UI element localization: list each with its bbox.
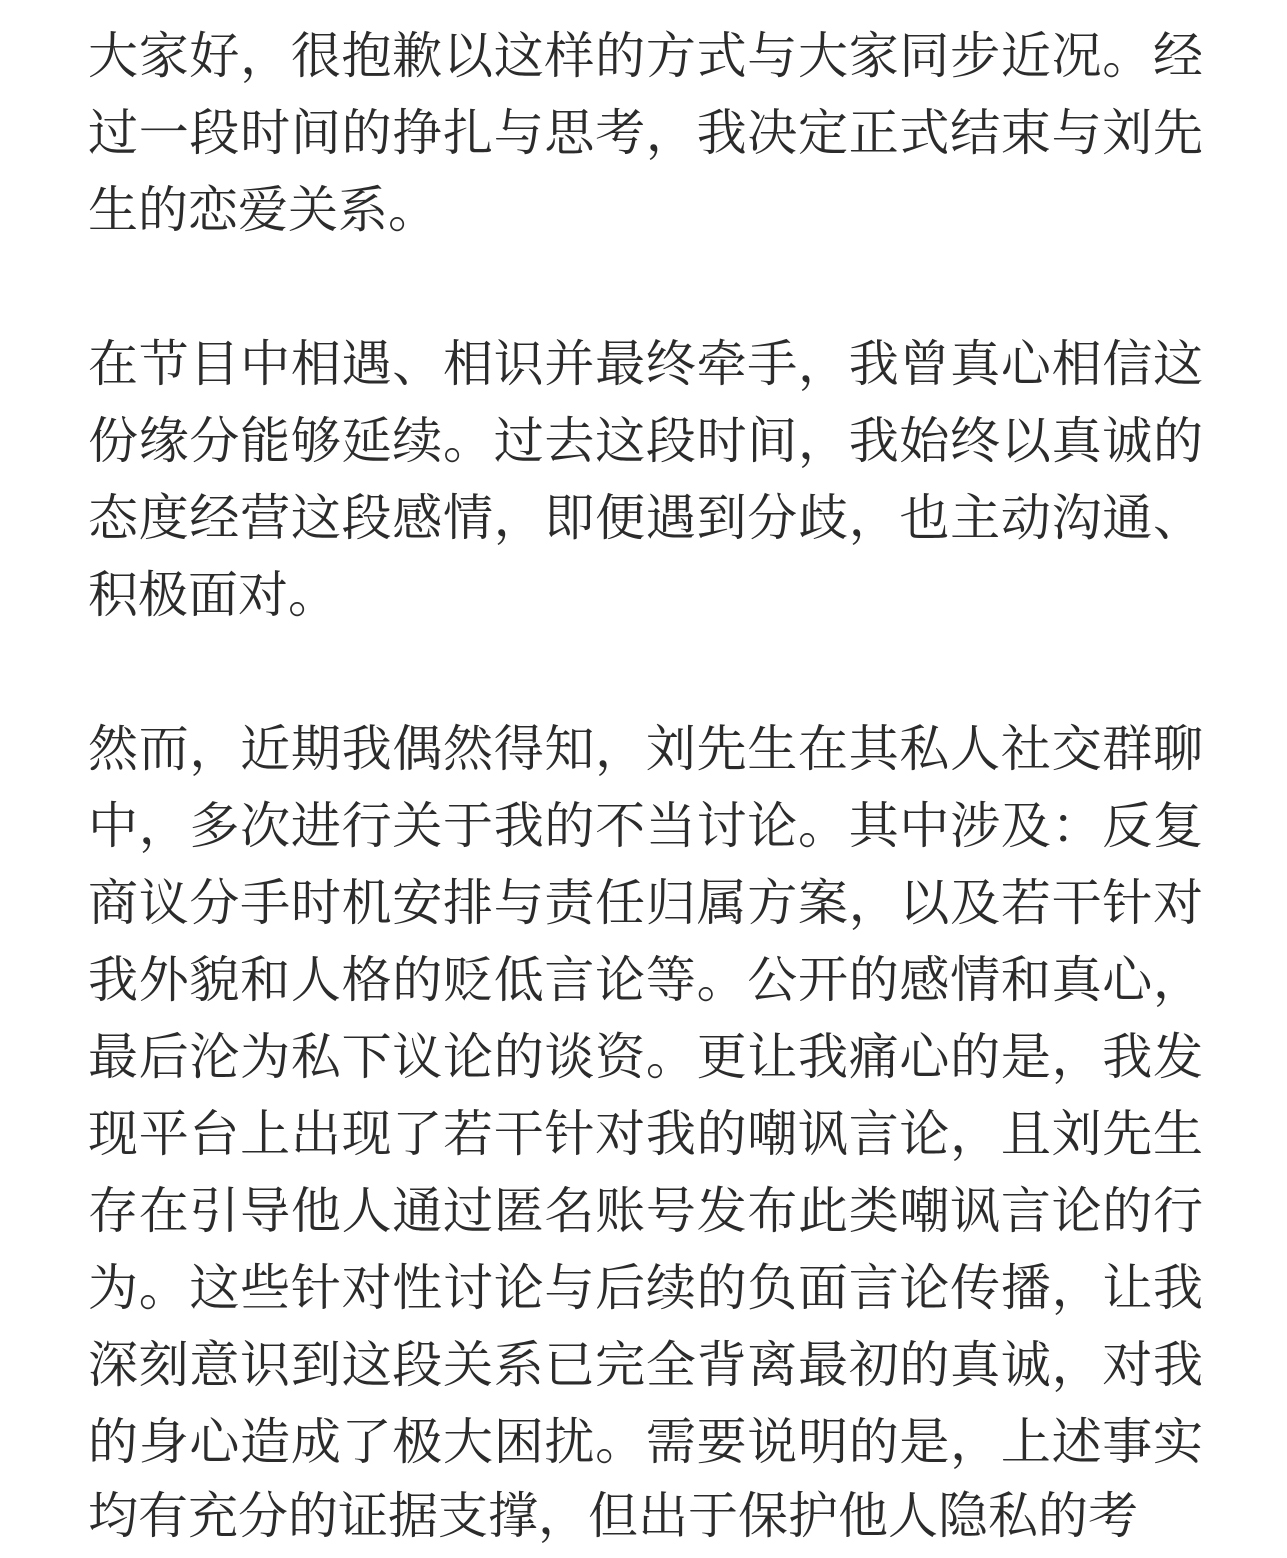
text-line: 态度经营这段感情，即便遇到分歧，也主动沟通、 [88,489,1203,547]
text-line: 现平台上出现了若干针对我的嘲讽言论，且刘先生 [88,1105,1203,1163]
text-line: 然而，近期我偶然得知，刘先生在其私人社交群聊 [88,720,1203,778]
text-line: 过一段时间的挣扎与思考，我决定正式结束与刘先 [88,104,1203,162]
cutoff-line: 均有充分的证据支撑，但出于保护他人隐私的考 [88,1487,1138,1545]
text-line: 大家好，很抱歉以这样的方式与大家同步近况。经 [88,27,1203,85]
paragraph-2 [88,326,1203,634]
text-line: 份缘分能够延续。过去这段时间，我始终以真诚的 [88,412,1203,470]
document-body [88,18,1203,1558]
text-line: 生的恋爱关系。 [88,181,438,239]
text-line: 为。这些针对性讨论与后续的负面言论传播，让我 [88,1259,1203,1317]
text-line: 深刻意识到这段关系已完全背离最初的真诚，对我 [88,1336,1203,1394]
text-line: 的身心造成了极大困扰。需要说明的是，上述事实 [88,1413,1203,1471]
text-line: 最后沦为私下议论的谈资。更让我痛心的是，我发 [88,1028,1203,1086]
text-line: 存在引导他人通过匿名账号发布此类嘲讽言论的行 [88,1182,1203,1240]
text-line: 在节目中相遇、相识并最终牵手，我曾真心相信这 [88,335,1203,393]
text-line: 中，多次进行关于我的不当讨论。其中涉及：反复 [88,797,1203,855]
text-line: 商议分手时机安排与责任归属方案，以及若干针对 [88,874,1203,932]
text-line: 积极面对。 [88,566,338,624]
paragraph-3 [88,711,1203,1481]
cropped-text-line [0,1487,1287,1545]
text-line: 我外貌和人格的贬低言论等。公开的感情和真心， [88,951,1203,1009]
paragraph-1 [88,18,1203,249]
